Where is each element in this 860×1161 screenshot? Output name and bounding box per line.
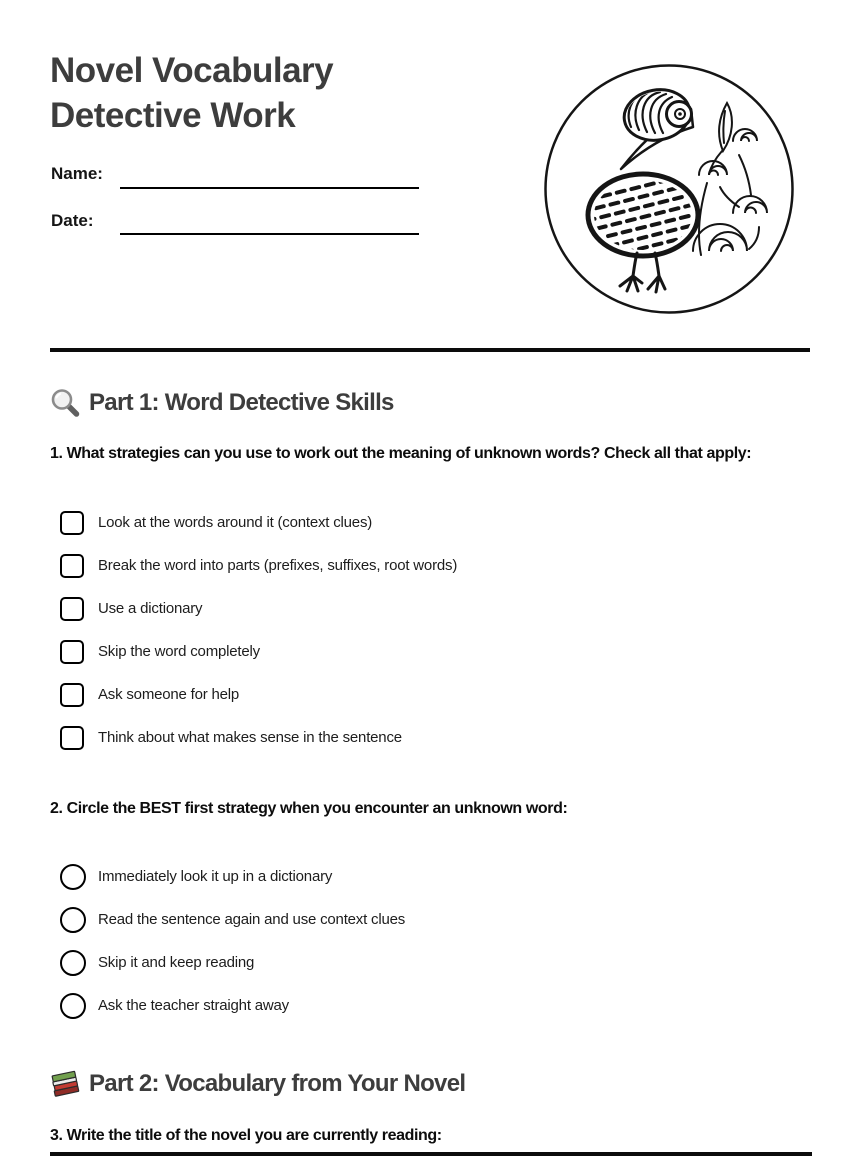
question-1-options [60,511,457,750]
radio-button[interactable] [60,864,86,890]
part1-heading [50,388,394,418]
part1-heading-label: Part 1: Word Detective Skills [89,389,394,416]
section-divider [50,348,810,352]
checkbox-label: Look at the words around it (context clues) [98,514,373,531]
checkbox-row [60,683,457,707]
question-1-text: 1. What strategies can you use to work out the meaning of unknown words? Check all that apply: [50,445,752,462]
part2-heading [50,1069,465,1099]
checkbox[interactable] [60,511,84,535]
kiwi-koru-icon [543,63,795,315]
checkbox-label: Skip the word completely [98,643,260,660]
question-2-text: 2. Circle the BEST first strategy when you encounter an unknown word: [50,800,568,817]
kiwi-illustration [543,63,795,315]
radio-label: Skip it and keep reading [98,954,255,971]
radio-label: Read the sentence again and use context clues [98,911,406,928]
checkbox-row [60,640,457,664]
date-blank-line[interactable] [120,233,419,235]
question-3-text: 3. Write the title of the novel you are currently reading: [50,1127,442,1144]
checkbox-label: Think about what makes sense in the sentence [98,729,402,746]
books-stack-icon [50,1069,80,1099]
checkbox-label: Break the word into parts (prefixes, suffixes, root words) [98,557,458,574]
checkbox-label: Use a dictionary [98,600,203,617]
checkbox-row [60,597,457,621]
checkbox[interactable] [60,597,84,621]
checkbox-row [60,511,457,535]
radio-row [60,907,405,933]
name-blank-line[interactable] [120,187,419,189]
checkbox[interactable] [60,554,84,578]
magnifying-glass-icon [50,388,80,418]
name-label: Name: [51,164,103,183]
date-label: Date: [51,211,94,230]
radio-row [60,950,405,976]
part2-heading-label: Part 2: Vocabulary from Your Novel [89,1070,466,1097]
radio-button[interactable] [60,907,86,933]
radio-label: Ask the teacher straight away [98,997,289,1014]
radio-button[interactable] [60,993,86,1019]
page-title: Novel Vocabulary Detective Work [50,51,334,135]
checkbox-label: Ask someone for help [98,686,240,703]
novel-title-answer-line[interactable] [50,1152,812,1156]
checkbox[interactable] [60,640,84,664]
question-2-options [60,864,405,1019]
radio-row [60,864,405,890]
checkbox-row [60,554,457,578]
radio-button[interactable] [60,950,86,976]
radio-label: Immediately look it up in a dictionary [98,868,333,885]
radio-row [60,993,405,1019]
checkbox[interactable] [60,726,84,750]
checkbox[interactable] [60,683,84,707]
checkbox-row [60,726,457,750]
